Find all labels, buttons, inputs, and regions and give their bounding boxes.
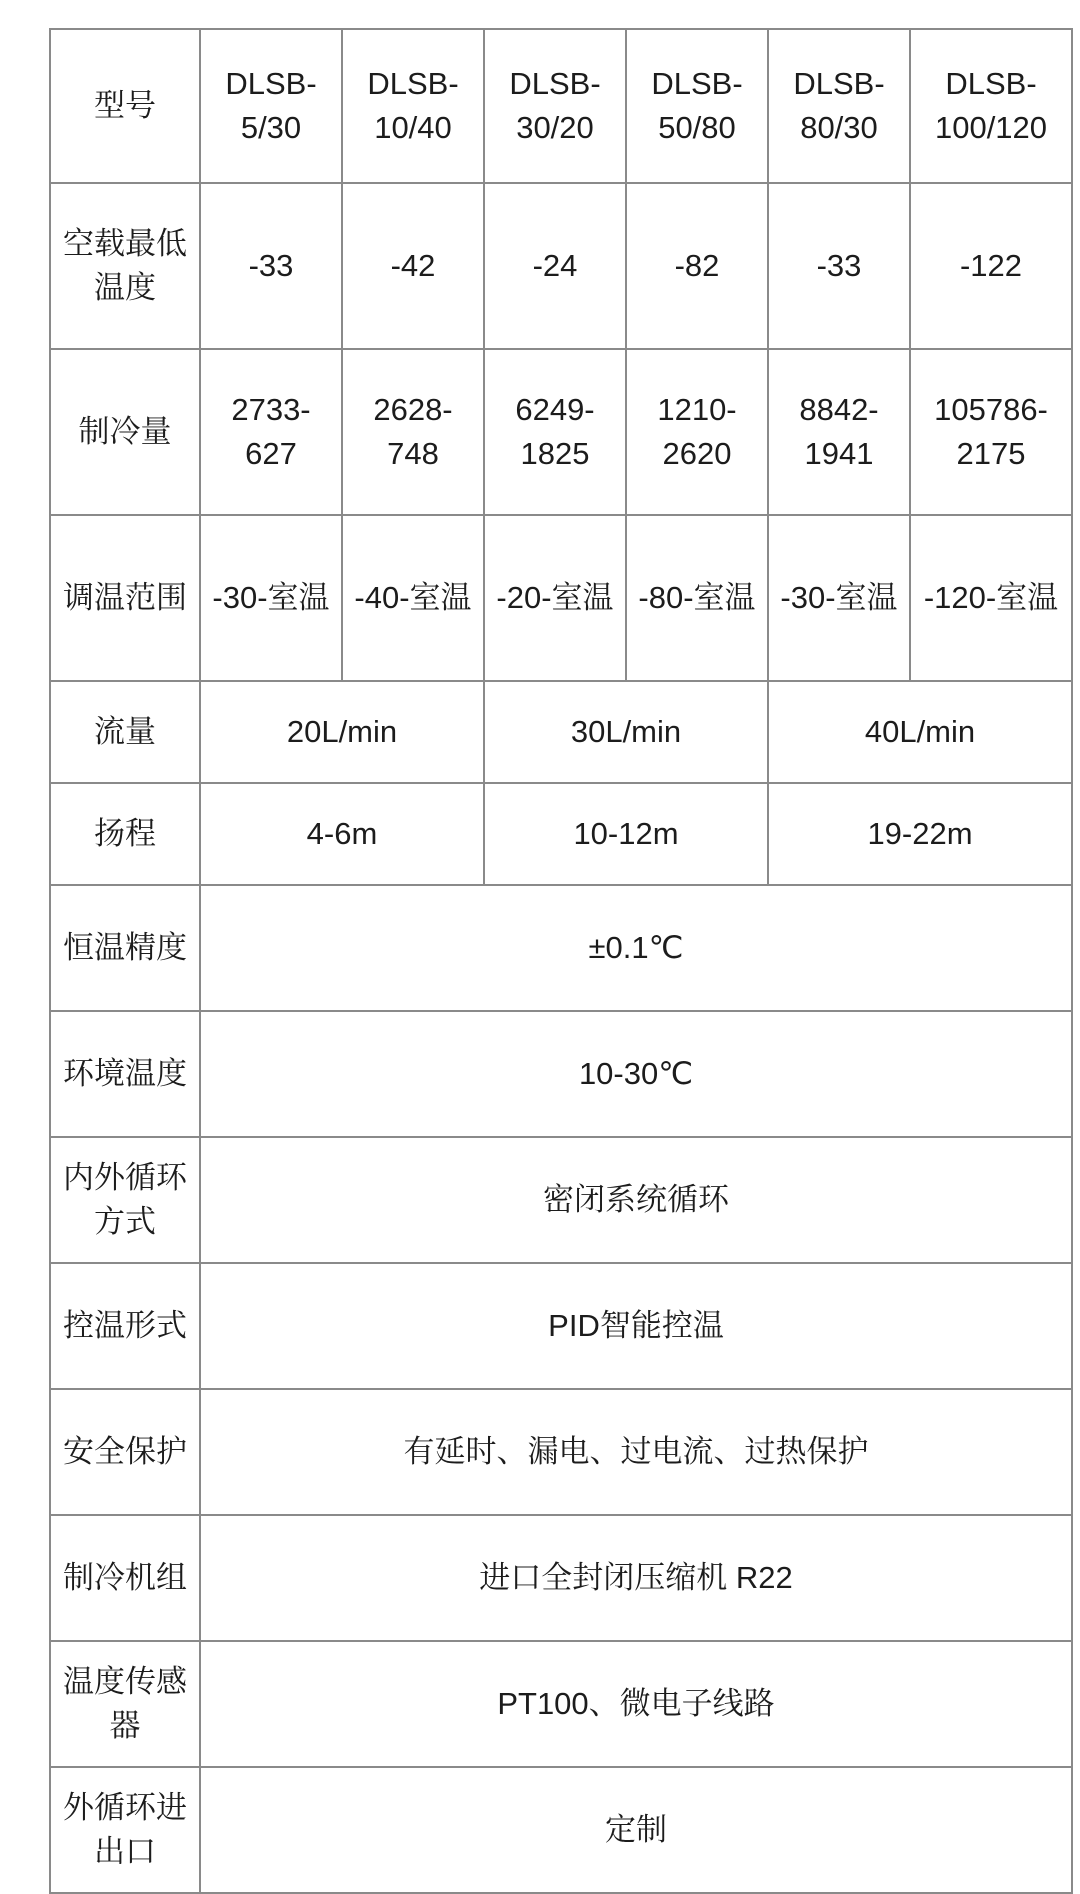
row-label-ambient-temp: 环境温度: [50, 1011, 200, 1137]
cell-model-5: DLSB-80/30: [768, 29, 910, 183]
row-label-model: 型号: [50, 29, 200, 183]
table-row-external-ports: [50, 1767, 1072, 1893]
cell-min-temp-4: -82: [626, 183, 768, 349]
cell-safety: 有延时、漏电、过电流、过热保护: [200, 1389, 1072, 1515]
cell-lift-3: 19-22m: [768, 783, 1072, 885]
table-row-flow: [50, 681, 1072, 783]
row-label-lift: 扬程: [50, 783, 200, 885]
specification-table: [49, 28, 1073, 1894]
cell-min-temp-1: -33: [200, 183, 342, 349]
cell-circulation: 密闭系统循环: [200, 1137, 1072, 1263]
cell-min-temp-3: -24: [484, 183, 626, 349]
cell-cooling-1: 2733-627: [200, 349, 342, 515]
cell-range-1: -30-室温: [200, 515, 342, 681]
table-row-circulation: [50, 1137, 1072, 1263]
cell-model-1: DLSB-5/30: [200, 29, 342, 183]
cell-range-4: -80-室温: [626, 515, 768, 681]
row-label-cooling-capacity: 制冷量: [50, 349, 200, 515]
table-row-min-temp: [50, 183, 1072, 349]
row-label-external-ports: 外循环进出口: [50, 1767, 200, 1893]
cell-lift-1: 4-6m: [200, 783, 484, 885]
cell-range-2: -40-室温: [342, 515, 484, 681]
cell-ambient-temp: 10-30℃: [200, 1011, 1072, 1137]
cell-range-5: -30-室温: [768, 515, 910, 681]
cell-model-3: DLSB-30/20: [484, 29, 626, 183]
cell-min-temp-2: -42: [342, 183, 484, 349]
cell-cooling-2: 2628-748: [342, 349, 484, 515]
table-row-refrigeration-unit: [50, 1515, 1072, 1641]
row-label-circulation: 内外循环方式: [50, 1137, 200, 1263]
cell-range-6: -120-室温: [910, 515, 1072, 681]
cell-model-2: DLSB-10/40: [342, 29, 484, 183]
cell-flow-1: 20L/min: [200, 681, 484, 783]
row-label-temp-range: 调温范围: [50, 515, 200, 681]
cell-lift-2: 10-12m: [484, 783, 768, 885]
cell-sensor: PT100、微电子线路: [200, 1641, 1072, 1767]
cell-control-type: PID智能控温: [200, 1263, 1072, 1389]
cell-refrigeration-unit: 进口全封闭压缩机 R22: [200, 1515, 1072, 1641]
cell-cooling-3: 6249-1825: [484, 349, 626, 515]
table-row-ambient-temp: [50, 1011, 1072, 1137]
cell-accuracy: ±0.1℃: [200, 885, 1072, 1011]
row-label-flow: 流量: [50, 681, 200, 783]
cell-flow-3: 40L/min: [768, 681, 1072, 783]
table-row-temp-range: [50, 515, 1072, 681]
cell-external-ports: 定制: [200, 1767, 1072, 1893]
row-label-control-type: 控温形式: [50, 1263, 200, 1389]
cell-cooling-5: 8842-1941: [768, 349, 910, 515]
cell-cooling-6: 105786-2175: [910, 349, 1072, 515]
cell-model-4: DLSB-50/80: [626, 29, 768, 183]
cell-flow-2: 30L/min: [484, 681, 768, 783]
row-label-min-temp: 空载最低温度: [50, 183, 200, 349]
cell-range-3: -20-室温: [484, 515, 626, 681]
cell-model-6: DLSB-100/120: [910, 29, 1072, 183]
cell-min-temp-5: -33: [768, 183, 910, 349]
table-row-model: [50, 29, 1072, 183]
row-label-refrigeration-unit: 制冷机组: [50, 1515, 200, 1641]
table-row-safety: [50, 1389, 1072, 1515]
table-row-accuracy: [50, 885, 1072, 1011]
row-label-accuracy: 恒温精度: [50, 885, 200, 1011]
table-row-sensor: [50, 1641, 1072, 1767]
cell-min-temp-6: -122: [910, 183, 1072, 349]
row-label-sensor: 温度传感器: [50, 1641, 200, 1767]
table-row-control-type: [50, 1263, 1072, 1389]
cell-cooling-4: 1210-2620: [626, 349, 768, 515]
row-label-safety: 安全保护: [50, 1389, 200, 1515]
table-row-cooling-capacity: [50, 349, 1072, 515]
table-row-lift: [50, 783, 1072, 885]
